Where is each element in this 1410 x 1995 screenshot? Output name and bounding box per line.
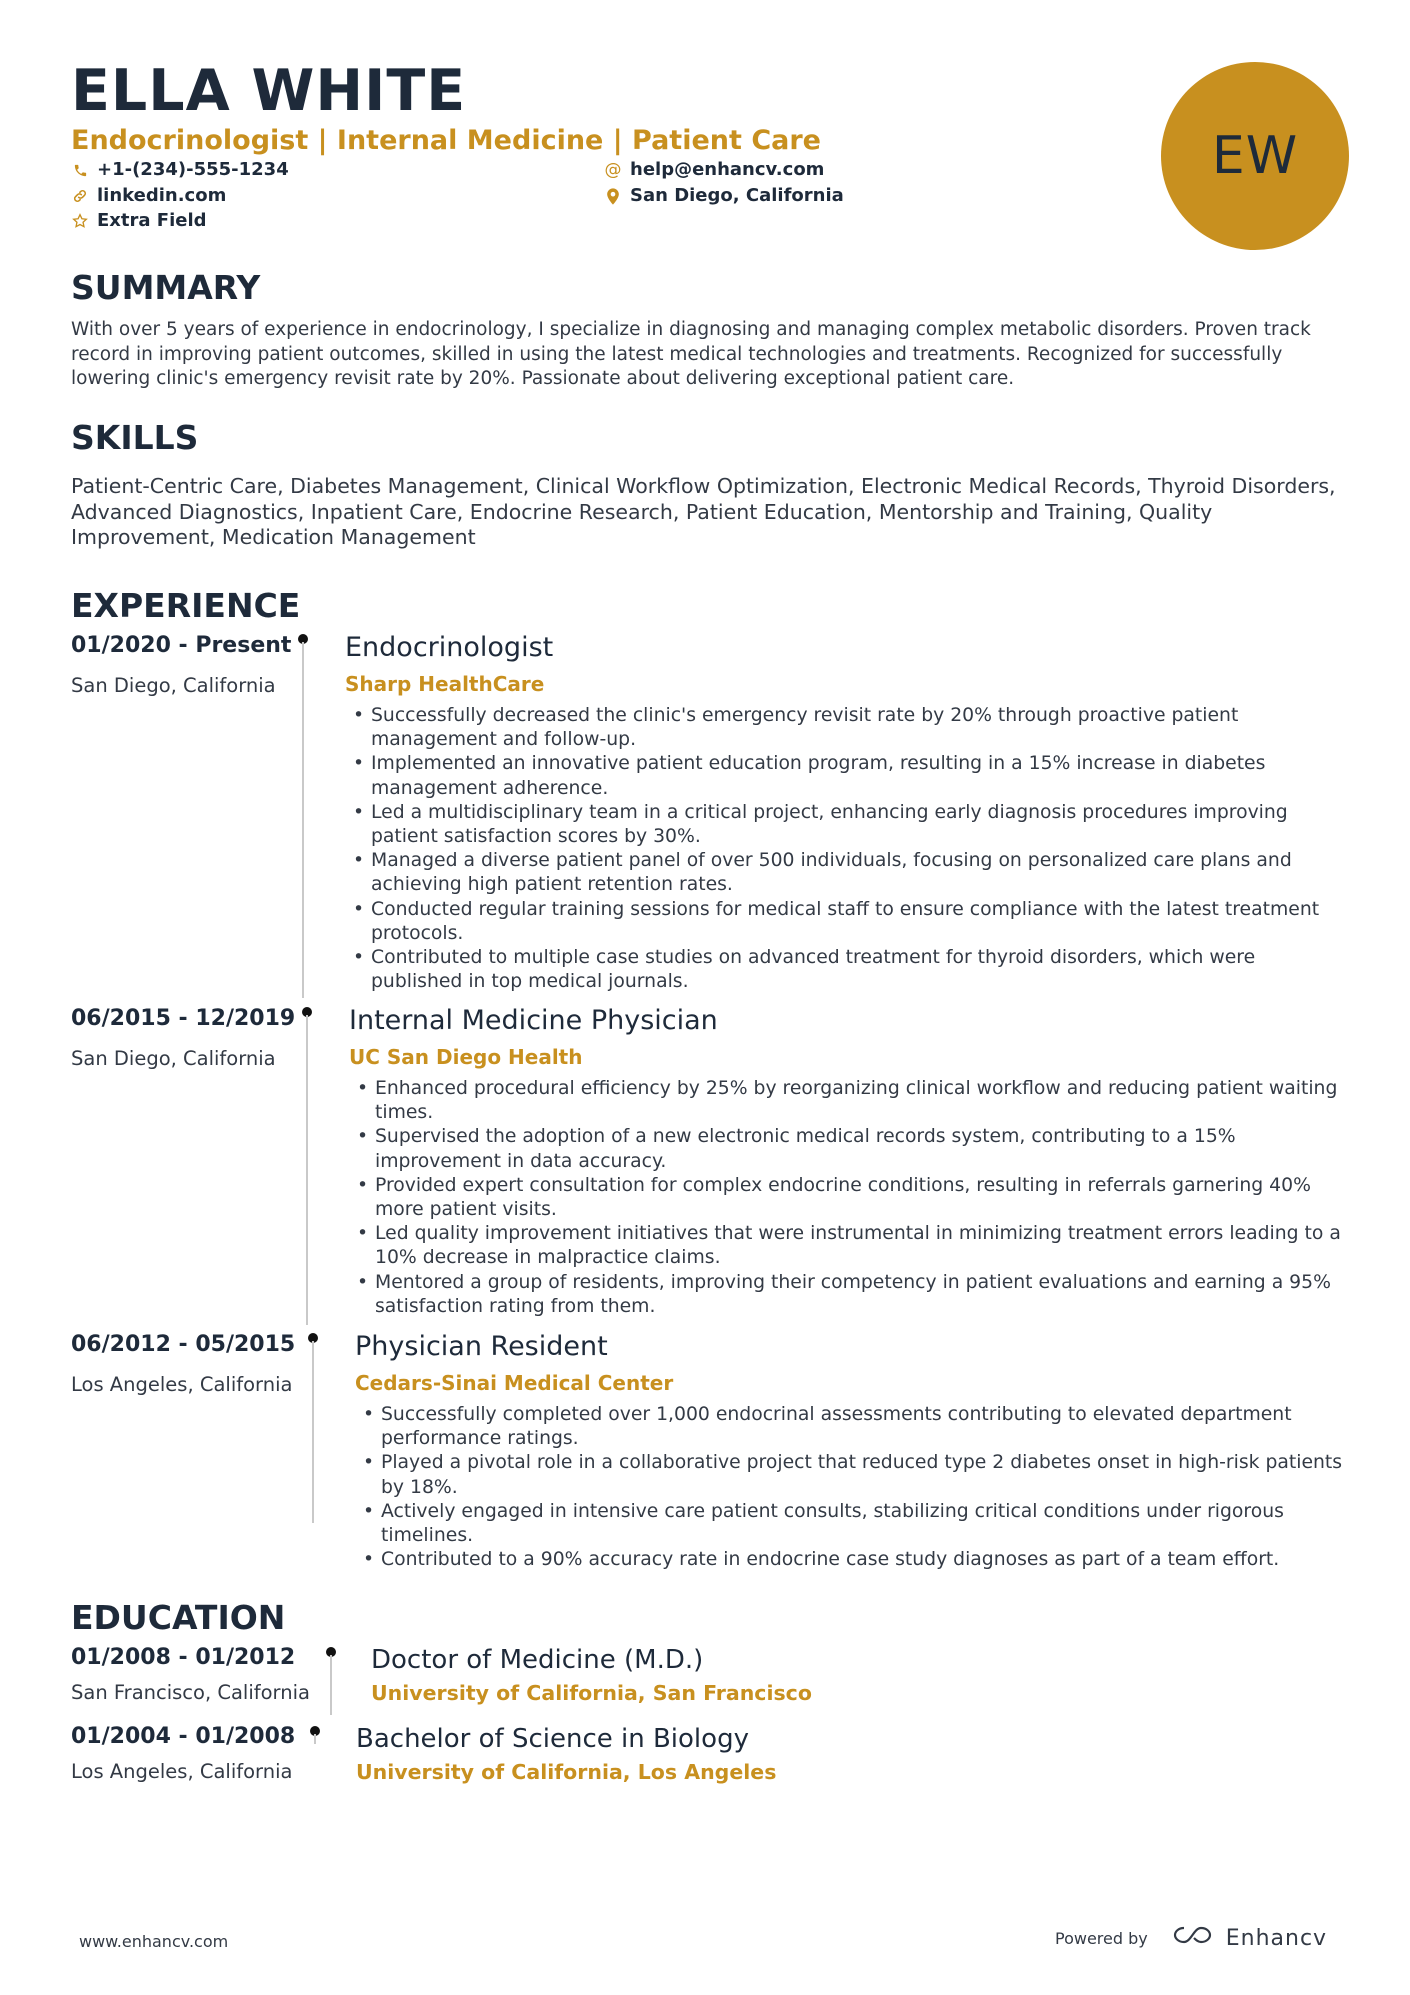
list-item: • Provided expert consultation for complex endocrine conditions, resulting in referrals garnering 40% more patient visits. [351, 1174, 1349, 1222]
email-text: help@enhancv.com [630, 159, 825, 180]
job-role: Physician Resident [355, 1331, 608, 1362]
job-location: Los Angeles, California [71, 1373, 293, 1396]
list-item: • Successfully completed over 1,000 endocrinal assessments contributing to elevated department performance ratings. [357, 1403, 1347, 1451]
job-location: San Diego, California [71, 1047, 276, 1070]
edu-school: University of California, San Francisco [371, 1681, 812, 1705]
brand-text: Enhancv [1225, 1925, 1328, 1951]
list-item: • Led quality improvement initiatives that were instrumental in minimizing treatment errors leading to a 10% decrease in malpractice claims. [351, 1222, 1349, 1270]
edu-location: Los Angeles, California [71, 1760, 293, 1783]
phone-text: +1-(234)-555-1234 [97, 159, 289, 180]
job-dates: 01/2020 - Present [71, 633, 292, 658]
footer-powered-by [1055, 1924, 1327, 1952]
list-item: • Played a pivotal role in a collaborative project that reduced type 2 diabetes onset in high-risk patients by 18%. [357, 1451, 1347, 1499]
list-item: • Contributed to a 90% accuracy rate in endocrine case study diagnoses as part of a team effort. [357, 1548, 1347, 1572]
job-company: Sharp HealthCare [345, 672, 545, 696]
edu-dates: 01/2008 - 01/2012 [71, 1645, 296, 1670]
contact-extra [71, 209, 207, 233]
list-item: • Supervised the adoption of a new electronic medical records system, contributing to a 15% improvement in data accuracy. [351, 1125, 1349, 1173]
link-icon [71, 187, 89, 205]
edu-school: University of California, Los Angeles [356, 1760, 777, 1784]
footer-website[interactable]: www.enhancv.com [79, 1932, 229, 1951]
job-role: Endocrinologist [345, 632, 554, 663]
contact-phone[interactable] [71, 158, 289, 182]
powered-by-label: Powered by [1055, 1928, 1148, 1948]
job-bullets [347, 704, 1347, 994]
avatar: EW [1161, 62, 1349, 250]
list-item: • Actively engaged in intensive care patient consults, stabilizing critical conditions under rigorous timelines. [357, 1500, 1347, 1548]
timeline-line [312, 1341, 314, 1523]
contact-email[interactable] [604, 158, 824, 182]
star-icon [71, 212, 89, 230]
enhancv-logo[interactable] [1172, 1924, 1327, 1952]
list-item: • Conducted regular training sessions for medical staff to ensure compliance with the latest treatment protocols. [347, 898, 1347, 946]
education-heading: EDUCATION [71, 1598, 286, 1637]
location-pin-icon [604, 187, 622, 205]
experience-heading: EXPERIENCE [71, 586, 301, 625]
linkedin-text: linkedin.com [97, 185, 227, 206]
job-bullets [351, 1077, 1349, 1319]
at-sign-icon: @ [604, 160, 622, 180]
edu-degree: Doctor of Medicine (M.D.) [371, 1645, 704, 1675]
list-item: • Contributed to multiple case studies on advanced treatment for thyroid disorders, which were published in top medical journals. [347, 946, 1347, 994]
list-item: • Managed a diverse patient panel of over 500 individuals, focusing on personalized care plans and achieving high patient retention rates. [347, 849, 1347, 897]
timeline-line [330, 1655, 332, 1715]
job-company: UC San Diego Health [349, 1045, 583, 1069]
contact-location [604, 184, 844, 208]
skills-heading: SKILLS [71, 418, 199, 457]
phone-icon [71, 161, 89, 179]
contact-linkedin[interactable] [71, 184, 226, 208]
job-location: San Diego, California [71, 674, 276, 697]
edu-degree: Bachelor of Science in Biology [356, 1724, 749, 1754]
edu-location: San Francisco, California [71, 1681, 310, 1704]
list-item: • Successfully decreased the clinic's emergency revisit rate by 20% through proactive patient management and follow-up. [347, 704, 1347, 752]
skills-text: Patient-Centric Care, Diabetes Management, Clinical Workflow Optimization, Electronic Medical Records, Thyroid Disorders, Advanced Diagnostics, Inpatient Care, Endocrine Research, Patient Education, Mentorship and Training, Quality Improvement, Medication Management [71, 474, 1336, 549]
job-company: Cedars-Sinai Medical Center [355, 1371, 674, 1395]
list-item: • Implemented an innovative patient education program, resulting in a 15% increase in diabetes management adherence. [347, 752, 1347, 800]
summary-text: With over 5 years of experience in endocrinology, I specialize in diagnosing and managing complex metabolic disorders. Proven track record in improving patient outcomes, skilled in using the latest medical technologies and treatments. Recognized for successfully lowering clinic's emergency revisit rate by 20%. Passionate about delivering exceptional patient care. [71, 319, 1311, 389]
job-dates: 06/2015 - 12/2019 [71, 1006, 296, 1031]
infinity-icon [1172, 1924, 1218, 1952]
job-bullets [357, 1403, 1347, 1572]
location-text: San Diego, California [630, 185, 844, 206]
timeline-line [306, 1015, 308, 1325]
list-item: • Led a multidisciplinary team in a critical project, enhancing early diagnosis procedures improving patient satisfaction scores by 30%. [347, 801, 1347, 849]
extra-field-text: Extra Field [97, 210, 207, 231]
list-item: • Enhanced procedural efficiency by 25% by reorganizing clinical workflow and reducing patient waiting times. [351, 1077, 1349, 1125]
candidate-title: Endocrinologist | Internal Medicine | Patient Care [71, 125, 821, 156]
list-item: • Mentored a group of residents, improving their competency in patient evaluations and earning a 95% satisfaction rating from them. [351, 1271, 1349, 1319]
summary-heading: SUMMARY [71, 268, 261, 307]
job-role: Internal Medicine Physician [349, 1005, 718, 1036]
job-dates: 06/2012 - 05/2015 [71, 1332, 296, 1357]
timeline-line [314, 1734, 316, 1744]
candidate-name: ELLA WHITE [71, 58, 467, 124]
timeline-line [302, 642, 304, 998]
edu-dates: 01/2004 - 01/2008 [71, 1724, 296, 1749]
